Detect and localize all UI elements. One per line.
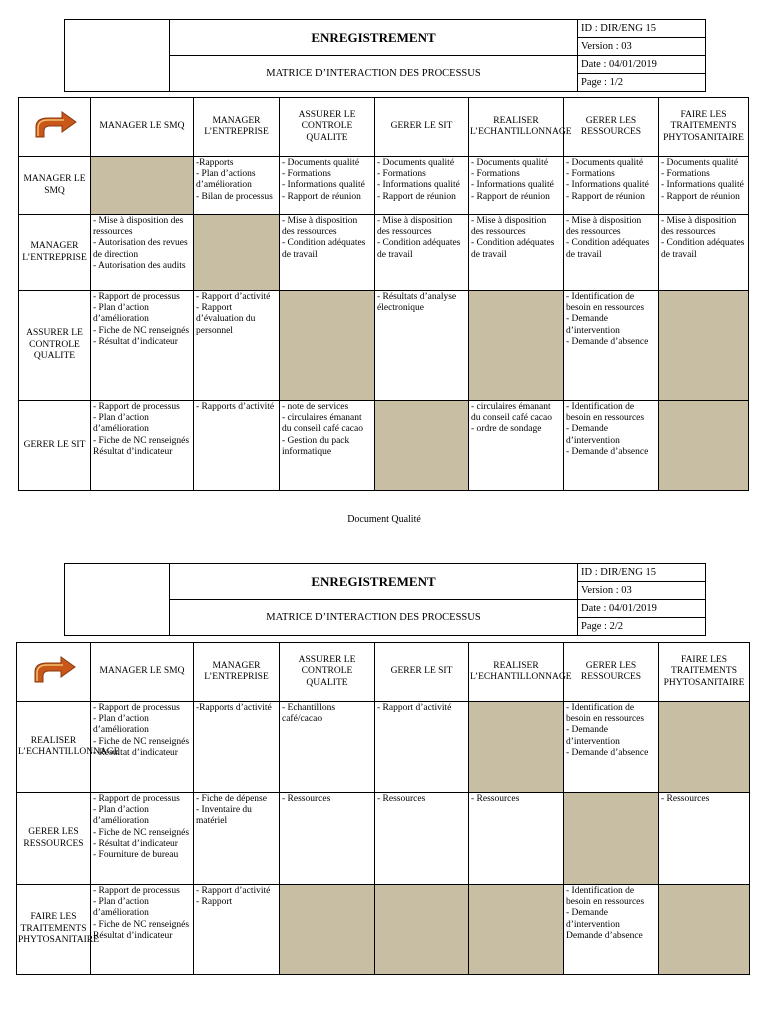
self-interaction-cell — [280, 885, 375, 975]
interaction-item: - Echantillons café/cacao — [282, 703, 336, 725]
interaction-item: - ordre de sondage — [471, 424, 542, 435]
self-interaction-cell — [469, 702, 564, 793]
interaction-list — [566, 216, 656, 261]
header-table-page-2 — [64, 563, 706, 636]
interaction-item: - Informations qualité — [377, 180, 460, 191]
document-title: ENREGISTREMENT — [170, 20, 578, 56]
matrix-row — [17, 885, 750, 975]
interaction-item: - Gestion du pack informatique — [282, 435, 350, 457]
column-header-row — [17, 643, 750, 702]
interaction-list — [377, 292, 466, 314]
interaction-item: - Ressources — [471, 794, 520, 804]
interaction-item: - Rapport de réunion — [566, 191, 645, 202]
document-version: Version : 03 — [578, 582, 706, 600]
interaction-item: - Fiche de NC renseignés — [93, 919, 190, 930]
interaction-item: - Ressources — [282, 794, 331, 804]
document-subtitle: MATRICE D’INTERACTION DES PROCESSUS — [170, 56, 578, 92]
interaction-cell — [564, 157, 659, 215]
matrix-row — [17, 702, 750, 793]
interaction-cell — [91, 793, 194, 885]
matrix-row — [19, 401, 749, 491]
curved-arrow-icon — [30, 133, 80, 143]
interaction-cell — [469, 401, 564, 491]
interaction-item: - Condition adéquates de travail — [566, 238, 650, 260]
self-interaction-cell — [469, 291, 564, 401]
interaction-item: - Rapport de processus — [93, 703, 180, 713]
header-table-page-1 — [64, 19, 706, 92]
interaction-item: - Informations qualité — [282, 180, 365, 191]
interaction-item: - Documents qualité — [471, 158, 549, 168]
interaction-list — [661, 794, 747, 805]
document-subtitle: MATRICE D’INTERACTION DES PROCESSUS — [170, 600, 578, 636]
interaction-list — [471, 216, 561, 261]
interaction-item: - Rapport de réunion — [282, 191, 361, 202]
interaction-item: Résultat d’indicateur — [93, 930, 173, 941]
interaction-item: - Plan d’action d’amélioration — [93, 714, 149, 736]
self-interaction-cell — [375, 885, 469, 975]
interaction-item: - Condition adéquates de travail — [471, 238, 555, 260]
interaction-item: - Autorisation des audits — [93, 260, 186, 271]
page-number: Page : 1/2 — [578, 74, 706, 92]
interaction-item: - Autorisation des revues de direction — [93, 238, 188, 260]
interaction-item: - Rapport de réunion — [471, 191, 550, 202]
interaction-item: - Résultats d’analyse électronique — [377, 292, 457, 314]
interaction-list — [93, 292, 191, 348]
interaction-item: - Rapport de réunion — [377, 191, 456, 202]
column-header: MANAGER L’ENTREPRISE — [194, 98, 280, 157]
interaction-item: - Mise à disposition des ressources — [282, 216, 358, 238]
interaction-item: - Rapport de réunion — [661, 191, 740, 202]
interaction-list — [93, 402, 191, 458]
matrix-row — [17, 793, 750, 885]
document-date: Date : 04/01/2019 — [578, 600, 706, 618]
row-header: ASSURER LE CONTROLE QUALITE — [19, 291, 91, 401]
row-header: FAIRE LES TRAITEMENTS PHYTOSANITAIRE — [17, 885, 91, 975]
interaction-item: - Condition adéquates de travail — [661, 238, 745, 260]
interaction-item: - Rapport de processus — [93, 886, 180, 896]
interaction-cell — [194, 291, 280, 401]
interaction-list — [282, 402, 372, 458]
corner-cell — [19, 98, 91, 157]
document-version: Version : 03 — [578, 38, 706, 56]
interaction-cell — [564, 215, 659, 291]
self-interaction-cell — [659, 885, 750, 975]
interaction-item: - Identification de besoin en ressources — [566, 292, 645, 314]
interaction-cell — [659, 215, 749, 291]
interaction-list — [196, 794, 277, 828]
interaction-item: - Rapport d’activité — [196, 886, 271, 896]
corner-cell — [17, 643, 91, 702]
interaction-list — [93, 703, 191, 759]
interaction-cell — [375, 793, 469, 885]
interaction-item: - Ressources — [661, 794, 710, 804]
interaction-cell — [280, 702, 375, 793]
interaction-cell — [375, 291, 469, 401]
interaction-list — [196, 703, 277, 714]
interaction-list — [196, 402, 277, 413]
interaction-cell — [564, 885, 659, 975]
interaction-list — [566, 292, 656, 348]
interaction-item: - Plan d’action d’amélioration — [93, 413, 149, 435]
interaction-item: - Informations qualité — [661, 180, 744, 191]
interaction-cell — [194, 401, 280, 491]
interaction-list — [93, 886, 191, 942]
interaction-item: -Rapports — [196, 158, 234, 168]
interaction-item: - Documents qualité — [566, 158, 644, 168]
interaction-item: - Rapport d’activité — [377, 703, 452, 713]
row-header: MANAGER L’ENTREPRISE — [19, 215, 91, 291]
row-header: MANAGER LE SMQ — [19, 157, 91, 215]
document-title: ENREGISTREMENT — [170, 564, 578, 600]
self-interaction-cell — [375, 401, 469, 491]
interaction-item: - Mise à disposition des ressources — [93, 216, 184, 238]
interaction-item: - Fiche de dépense — [196, 794, 267, 804]
interaction-item: Résultat d’indicateur — [93, 446, 173, 457]
interaction-item: - Documents qualité — [377, 158, 455, 168]
interaction-list — [196, 158, 277, 203]
column-header: ASSURER LE CONTROLE QUALITE — [280, 98, 375, 157]
interaction-item: - Identification de besoin en ressources — [566, 886, 645, 908]
interaction-list — [661, 158, 746, 203]
interaction-item: - Plan d’actions d’amélioration — [196, 169, 256, 191]
interaction-item: - Rapport d’activité — [196, 292, 271, 302]
interaction-cell — [375, 215, 469, 291]
column-header: GERER LES RESSOURCES — [564, 98, 659, 157]
interaction-item: - Fiche de NC renseignés — [93, 736, 190, 747]
logo-cell — [65, 564, 170, 636]
page-number: Page : 2/2 — [578, 618, 706, 636]
interaction-cell — [564, 702, 659, 793]
interaction-list — [282, 158, 372, 203]
row-header: GERER LE SIT — [19, 401, 91, 491]
column-header: ASSURER LE CONTROLE QUALITE — [280, 643, 375, 702]
self-interaction-cell — [659, 702, 750, 793]
self-interaction-cell — [564, 793, 659, 885]
interaction-item: - circulaires émanant du conseil café cacao — [471, 402, 552, 424]
interaction-item: - Fiche de NC renseignés — [93, 435, 190, 446]
interaction-list — [566, 158, 656, 203]
interaction-list — [196, 886, 277, 908]
interaction-cell — [564, 291, 659, 401]
interaction-list — [377, 703, 466, 714]
document-id: ID : DIR/ENG 15 — [578, 564, 706, 582]
interaction-cell — [91, 401, 194, 491]
interaction-item: - Fourniture de bureau — [93, 850, 179, 861]
interaction-list — [471, 158, 561, 203]
interaction-item: - Formations — [661, 169, 710, 180]
column-header: GERER LES RESSOURCES — [564, 643, 659, 702]
matrix-row — [19, 215, 749, 291]
interaction-item: - Rapport de processus — [93, 402, 180, 412]
footer-text: Document Qualité — [347, 514, 421, 525]
interaction-item: - Demande d’intervention — [566, 424, 620, 446]
interaction-cell — [194, 702, 280, 793]
self-interaction-cell — [194, 215, 280, 291]
column-header: REALISER L’ECHANTILLONNAGE — [469, 98, 564, 157]
interaction-item: - Documents qualité — [661, 158, 739, 168]
document-id: ID : DIR/ENG 15 — [578, 20, 706, 38]
interaction-cell — [469, 215, 564, 291]
interaction-item: - Condition adéquates de travail — [282, 238, 366, 260]
interaction-item: - Rapports d’activité — [196, 402, 275, 412]
column-header-row — [19, 98, 749, 157]
interaction-list — [566, 402, 656, 458]
interaction-list — [661, 216, 746, 261]
interaction-item: - Demande d’intervention — [566, 908, 620, 930]
interaction-item: - Plan d’action d’amélioration — [93, 897, 149, 919]
interaction-cell — [280, 215, 375, 291]
self-interaction-cell — [659, 401, 749, 491]
interaction-item: - Rapport d’évaluation du personnel — [196, 303, 256, 336]
document-date: Date : 04/01/2019 — [578, 56, 706, 74]
interaction-item: - Fiche de NC renseignés — [93, 827, 190, 838]
interaction-cell — [91, 885, 194, 975]
self-interaction-cell — [91, 157, 194, 215]
interaction-cell — [469, 157, 564, 215]
interaction-list — [377, 794, 466, 805]
interaction-item: - Demande d’absence — [566, 747, 649, 758]
matrix-row — [19, 157, 749, 215]
interaction-cell — [194, 793, 280, 885]
interaction-item: - Ressources — [377, 794, 426, 804]
interaction-item: - note de services — [282, 402, 349, 412]
column-header: GERER LE SIT — [375, 98, 469, 157]
interaction-cell — [564, 401, 659, 491]
interaction-item: - Demande d’absence — [566, 446, 649, 457]
interaction-list — [93, 794, 191, 861]
interaction-item: - Résultat d’indicateur — [93, 336, 178, 347]
column-header: REALISER L’ECHANTILLONNAGE — [469, 643, 564, 702]
curved-arrow-icon — [29, 678, 79, 688]
column-header: MANAGER LE SMQ — [91, 643, 194, 702]
interaction-cell — [280, 401, 375, 491]
interaction-item: - Rapport de processus — [93, 794, 180, 804]
matrix-table-page-2 — [16, 642, 750, 975]
interaction-list — [566, 886, 656, 942]
interaction-cell — [469, 793, 564, 885]
interaction-item: - Bilan de processus — [196, 191, 273, 202]
interaction-item: - Documents qualité — [282, 158, 360, 168]
column-header: FAIRE LES TRAITEMENTS PHYTOSANITAIRE — [659, 98, 749, 157]
interaction-cell — [659, 793, 750, 885]
interaction-item: - Mise à disposition des ressources — [661, 216, 737, 238]
interaction-item: - Plan d’action d’amélioration — [93, 303, 149, 325]
interaction-cell — [375, 157, 469, 215]
self-interaction-cell — [659, 291, 749, 401]
interaction-list — [377, 158, 466, 203]
interaction-list — [471, 402, 561, 436]
column-header: GERER LE SIT — [375, 643, 469, 702]
interaction-cell — [194, 885, 280, 975]
interaction-item: - Résultat d’indicateur — [93, 838, 178, 849]
column-header: MANAGER L’ENTREPRISE — [194, 643, 280, 702]
interaction-list — [566, 703, 656, 759]
interaction-item: - Plan d’action d’amélioration — [93, 805, 149, 827]
interaction-item: - Rapport — [196, 897, 233, 908]
interaction-item: - Informations qualité — [566, 180, 649, 191]
interaction-item: - Formations — [377, 169, 426, 180]
interaction-list — [471, 794, 561, 805]
matrix-row — [19, 291, 749, 401]
interaction-item: - Condition adéquates de travail — [377, 238, 461, 260]
matrix-table-page-1 — [18, 97, 749, 491]
row-header: GERER LES RESSOURCES — [17, 793, 91, 885]
interaction-cell — [280, 157, 375, 215]
interaction-cell — [280, 793, 375, 885]
interaction-item: - Formations — [282, 169, 331, 180]
interaction-item: - Identification de besoin en ressources — [566, 402, 645, 424]
interaction-cell — [91, 291, 194, 401]
interaction-item: - Mise à disposition des ressources — [566, 216, 642, 238]
interaction-item: - Mise à disposition des ressources — [377, 216, 453, 238]
interaction-item: -Rapports d’activité — [196, 703, 272, 713]
interaction-item: - Inventaire du matériel — [196, 805, 252, 827]
interaction-list — [377, 216, 466, 261]
interaction-item: - Fiche de NC renseignés — [93, 325, 190, 336]
interaction-cell — [375, 702, 469, 793]
interaction-item: - Formations — [566, 169, 615, 180]
interaction-item: Demande d’absence — [566, 930, 643, 941]
interaction-list — [282, 216, 372, 261]
interaction-list — [282, 794, 372, 805]
interaction-item: - Rapport de processus — [93, 292, 180, 302]
interaction-item: - Résultat d’indicateur — [93, 747, 178, 758]
interaction-item: - Informations qualité — [471, 180, 554, 191]
interaction-cell — [91, 215, 194, 291]
interaction-list — [93, 216, 191, 272]
interaction-item: - Demande d’intervention — [566, 314, 620, 336]
column-header: FAIRE LES TRAITEMENTS PHYTOSANITAIRE — [659, 643, 750, 702]
interaction-item: - Mise à disposition des ressources — [471, 216, 547, 238]
interaction-item: - Demande d’intervention — [566, 725, 620, 747]
interaction-cell — [91, 702, 194, 793]
interaction-item: - Demande d’absence — [566, 336, 649, 347]
interaction-item: - Identification de besoin en ressources — [566, 703, 645, 725]
interaction-cell — [659, 157, 749, 215]
column-header: MANAGER LE SMQ — [91, 98, 194, 157]
interaction-item: - Formations — [471, 169, 520, 180]
interaction-cell — [194, 157, 280, 215]
row-header: REALISER L’ECHANTILLONNAGE — [17, 702, 91, 793]
self-interaction-cell — [280, 291, 375, 401]
self-interaction-cell — [469, 885, 564, 975]
interaction-list — [282, 703, 372, 725]
interaction-item: - circulaires émanant du conseil café cacao — [282, 413, 363, 435]
interaction-list — [196, 292, 277, 337]
logo-cell — [65, 20, 170, 92]
